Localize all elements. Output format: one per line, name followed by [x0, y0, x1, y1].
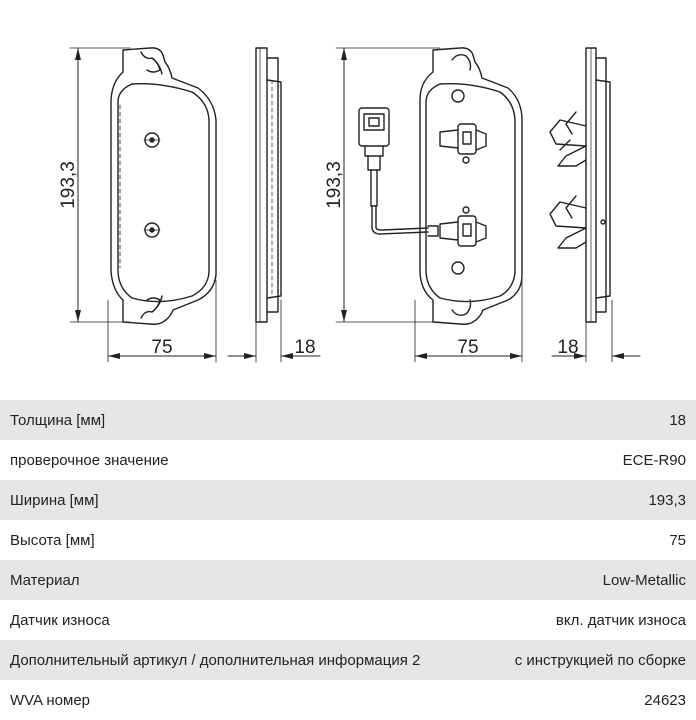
height-dimension-right [324, 48, 440, 322]
spec-value: 24623 [644, 691, 686, 709]
width-dimension-label-left: 75 [151, 337, 173, 358]
table-row [0, 560, 696, 600]
table-row [0, 400, 696, 440]
spec-label: Толщина [мм] [10, 411, 106, 429]
spec-value: ECE-R90 [622, 451, 686, 469]
spec-label: Ширина [мм] [10, 491, 99, 509]
table-row [0, 600, 696, 640]
pad-side-view-left [256, 48, 281, 322]
height-dimension-label-left: 193,3 [58, 161, 79, 209]
spec-value: 18 [669, 411, 686, 429]
thickness-dimension-left [228, 300, 320, 362]
width-dimension-left [108, 280, 216, 362]
height-dimension-label-right: 193,3 [324, 161, 345, 209]
spec-label: Высота [мм] [10, 531, 95, 549]
table-row [0, 480, 696, 520]
table-row [0, 520, 696, 560]
spec-value: 75 [669, 531, 686, 549]
specifications-table [0, 400, 696, 720]
spec-label: проверочное значение [10, 451, 169, 469]
thickness-dimension-label-left: 18 [294, 337, 316, 358]
table-row [0, 640, 696, 680]
spec-label: Дополнительный артикул / дополнительная информация 2 [10, 651, 421, 669]
spec-label: WVA номер [10, 691, 91, 709]
width-dimension-label-right: 75 [457, 337, 479, 358]
spec-value: Low-Metallic [602, 571, 686, 589]
pad-side-view-right [550, 48, 610, 322]
table-row [0, 680, 696, 720]
table-row [0, 440, 696, 480]
spec-value: вкл. датчик износа [555, 611, 686, 629]
spec-label: Материал [10, 571, 80, 589]
pad-back-view-right [420, 48, 522, 324]
spec-value: с инструкцией по сборке [514, 651, 686, 669]
spec-label: Датчик износа [10, 611, 110, 629]
thickness-dimension-label-right: 18 [557, 337, 579, 358]
pad-front-view-left [111, 48, 216, 324]
spec-value: 193,3 [648, 491, 686, 509]
